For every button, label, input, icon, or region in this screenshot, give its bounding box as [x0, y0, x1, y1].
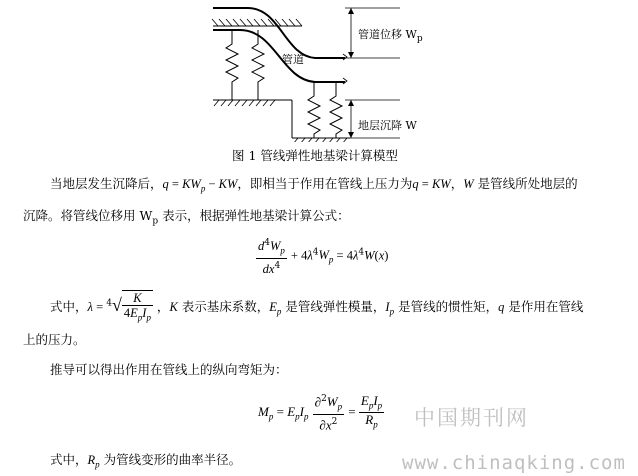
equation-beam: $\frac{d^4W_p}{dx^4}$ + $4\lambda^4W_p = 4\lambda^4W(x)$ [258, 238, 389, 276]
displacement-label: 管道位移 $W_p$ [358, 28, 423, 45]
watermark-cn: 中国期刊网 [414, 406, 529, 430]
equation-moment: $M_p = E_pI_p$ $\frac{\partial^2W_p}{\partial x^2}$ = $\frac{E_pI_p}{R_p}$ [258, 392, 383, 433]
figure-caption: 图 1 管线弹性地基梁计算模型 [232, 148, 398, 163]
paragraph-2-line-1: 式中，λ = $^4$√ $\frac{K}{4E_pI_p}$ ，K 表示基床系数，$E_p$ 是管线弹性模量，$I_p$ 是管线的惯性矩，q 是作用在管线 [50, 291, 584, 323]
paragraph-1-line-2: 沉降。将管线位移用 $W_p$ 表示，根据弹性地基梁计算公式： [23, 208, 350, 227]
paragraph-2-line-2: 上的压力。 [23, 332, 86, 347]
pipe-model-diagram [0, 0, 638, 142]
paragraph-3: 推导可以得出作用在管线上的纵向弯矩为： [50, 362, 288, 377]
paragraph-1-line-1: 当地层发生沉降后，$q = KW_p$ − KW，即相当于作用在管线上压力为q = KW，W 是管线所处地层的 [50, 176, 578, 194]
pipe-label: 管道 [282, 53, 304, 66]
paragraph-4: 式中，$R_p$ 为管线变形的曲率半径。 [50, 452, 242, 470]
settlement-label: 地层沉降 W [358, 119, 417, 132]
watermark-url: www.chinaqking.com [402, 452, 626, 474]
